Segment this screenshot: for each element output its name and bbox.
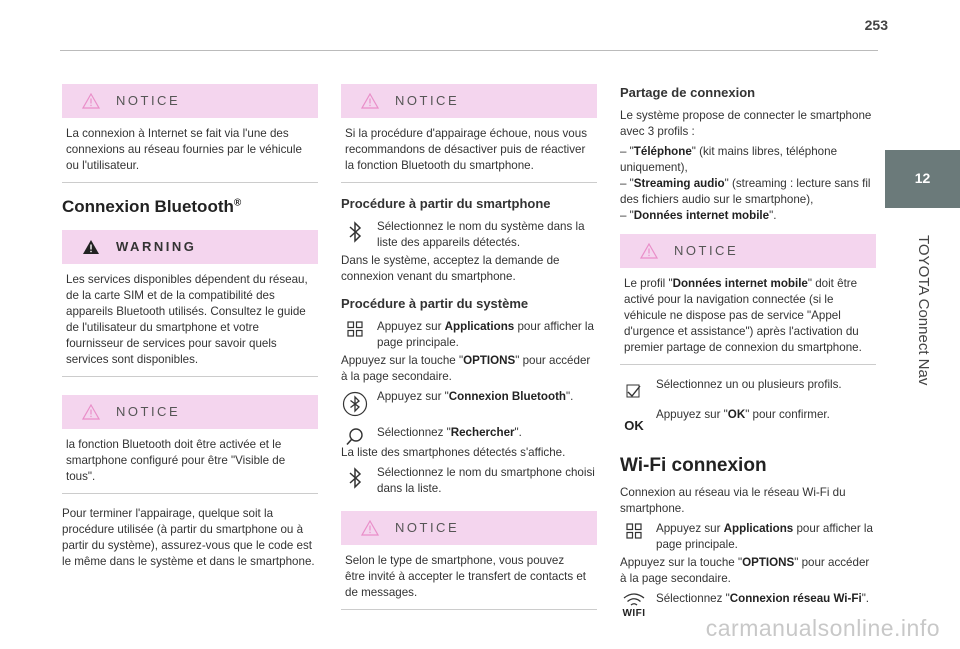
heading-connection-sharing: Partage de connexion (620, 85, 756, 100)
step-text: Sélectionnez "Rechercher". (377, 425, 522, 439)
bluetooth-icon (348, 467, 362, 489)
notice-box (62, 395, 318, 494)
closing-paragraph: Pour terminer l'appairage, quelque soit la procédure utilisée (à partir du smartphone ou à partir du système), assurez-vous que le code est le même dans le système et dans le smartphone. (62, 507, 315, 569)
paragraph: Dans le système, acceptez la demande de connexion venant du smartphone. (341, 253, 560, 283)
warning-title: WARNING (116, 239, 197, 255)
step-text: Appuyez sur Applications pour afficher la page principale. (377, 319, 594, 349)
column-3 (620, 84, 876, 623)
step-text: Appuyez sur Applications pour afficher la page principale. (656, 521, 873, 551)
step-confirm (620, 407, 876, 435)
heading-phone-procedure: Procédure à partir du smartphone (341, 195, 551, 211)
paragraph: La liste des smartphones détectés s'affiche. (341, 445, 566, 459)
notice-text: Selon le type de smartphone, vous pouvez être invité à accepter le transfert de contacts et de messages. (345, 553, 587, 599)
step-text: Sélectionnez "Connexion réseau Wi-Fi". (656, 591, 870, 605)
notice-header (341, 84, 597, 118)
step-applications (620, 521, 876, 553)
warning-header (62, 230, 318, 264)
step-text: Appuyez sur "OK" pour confirmer. (656, 407, 830, 421)
chapter-label-box (885, 215, 960, 405)
paragraph: Le système propose de connecter le smartphone avec 3 profils : (620, 108, 872, 138)
notice-box (341, 84, 597, 183)
ok-icon: OK (624, 417, 644, 433)
section-heading-bluetooth (62, 195, 318, 218)
notice-header (341, 511, 597, 545)
step-text: Appuyez sur "Connexion Bluetooth". (377, 389, 574, 403)
notice-text: La connexion à Internet se fait via l'une des connexions au réseau fournies par le véhicule ou l'utilisateur. (66, 127, 302, 172)
applications-icon (347, 321, 363, 337)
watermark: carmanualsonline.info (705, 615, 940, 642)
step-bluetooth-connection (341, 389, 597, 417)
bluetooth-icon (348, 221, 362, 243)
notice-header (62, 84, 318, 118)
warning-text: Les services disponibles dépendent du réseau, de la carte SIM et de la compatibilité des appareils Bluetooth utilisés. Consultez le guide de l'utilisateur du smartphone et votre fournisseur de services pour savoir quels services sont disponibles. (66, 273, 308, 367)
page-number: 253 (864, 17, 888, 33)
applications-icon (626, 523, 642, 539)
notice-text: Le profil "Données internet mobile" doit être activé pour la navigation connectée (si le véhicule ne dispose pas de service "Appel d'urgence et assistance") après l'activation du premier partage de connexion du smartphone. (624, 276, 862, 354)
wifi-icon-label: WIFI (622, 607, 646, 619)
step-applications (341, 319, 597, 351)
warning-box (62, 230, 318, 377)
notice-box (62, 84, 318, 183)
notice-title: NOTICE (395, 519, 460, 535)
step-phone (341, 219, 597, 251)
notice-box (620, 234, 876, 365)
notice-box (341, 511, 597, 610)
section-heading-wifi: Wi-Fi connexion (620, 454, 767, 476)
notice-text: la fonction Bluetooth doit être activée et le smartphone configuré pour être "Visible de tous". (66, 438, 286, 484)
heading-text: Connexion Bluetooth (62, 196, 234, 216)
paragraph: Connexion au réseau via le réseau Wi-Fi du smartphone. (620, 485, 846, 515)
chapter-tab[interactable]: 12 (885, 150, 960, 208)
notice-icon (361, 93, 379, 109)
notice-title: NOTICE (395, 93, 460, 109)
notice-icon (640, 243, 658, 259)
bluetooth-circle-icon (342, 391, 368, 417)
wifi-icon (622, 593, 646, 607)
heading-system-procedure: Procédure à partir du système (341, 295, 529, 311)
notice-header (620, 234, 876, 268)
profile-item: – "Données internet mobile". (620, 208, 777, 222)
profile-item: – "Téléphone" (kit mains libres, téléphone uniquement), (620, 144, 838, 174)
step-select-profiles (620, 377, 876, 401)
step-search (341, 425, 597, 447)
column-1 (62, 84, 318, 574)
step-text: Sélectionnez le nom du smartphone choisi dans la liste. (377, 465, 595, 495)
notice-title: NOTICE (116, 93, 181, 109)
paragraph: Appuyez sur la touche "OPTIONS" pour accéder à la page secondaire. (341, 353, 591, 383)
chapter-label: TOYOTA Connect Nav (914, 234, 932, 386)
checkbox-icon (626, 379, 642, 401)
notice-text: Si la procédure d'appairage échoue, nous vous recommandons de désactiver puis de réactiver la fonction Bluetooth du smartphone. (345, 127, 587, 172)
notice-icon (361, 520, 379, 536)
notice-header (62, 395, 318, 429)
step-text: Sélectionnez un ou plusieurs profils. (656, 377, 842, 391)
step-text: Sélectionnez le nom du système dans la liste des appareils détectés. (377, 219, 585, 249)
header-rule (60, 50, 878, 51)
notice-icon (82, 404, 100, 420)
step-select-phone (341, 465, 597, 497)
paragraph: Appuyez sur la touche "OPTIONS" pour accéder à la page secondaire. (620, 555, 870, 585)
registered-mark: ® (233, 197, 242, 209)
column-2 (341, 84, 597, 622)
warning-icon (82, 239, 100, 255)
search-icon (345, 427, 365, 447)
notice-icon (82, 93, 100, 109)
profile-item: – "Streaming audio" (streaming : lecture sans fil des fichiers audio sur le smartphone), (620, 176, 871, 206)
notice-title: NOTICE (674, 242, 739, 258)
notice-title: NOTICE (116, 404, 181, 420)
